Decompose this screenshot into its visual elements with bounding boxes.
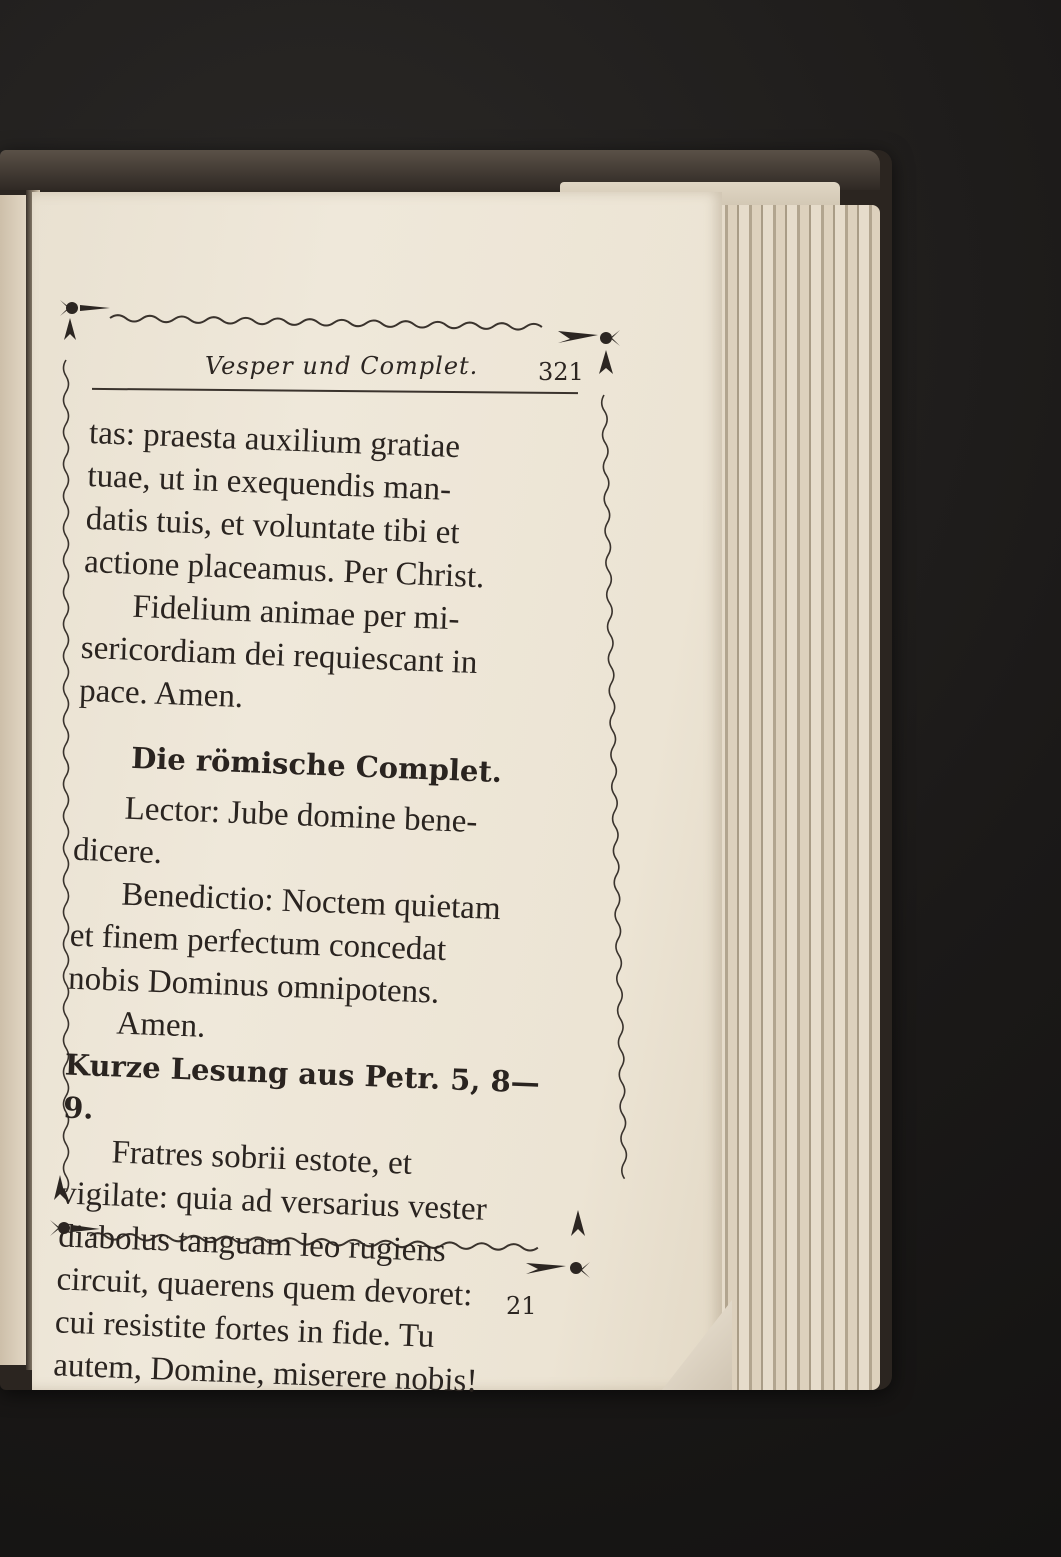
text-line: actione placeamus. Per Christ. (83, 543, 486, 596)
running-head: Vesper und Complet. (205, 352, 479, 380)
text-line: diabolus tanguam leo rugiens (57, 1218, 447, 1270)
text-line: Benedictio: Noctem quietam (120, 876, 502, 928)
text-line: Amen. (115, 1005, 207, 1045)
text-line: nobis Dominus omnipotens. (67, 960, 440, 1011)
text-line: Fidelium animae per mi- (131, 588, 461, 638)
text-line: dicere. (72, 831, 163, 872)
page-body-text (53, 412, 570, 1406)
text-line: et finem perfectum concedat (69, 917, 447, 969)
text-line: datis tuis, et voluntate tibi et (85, 500, 461, 552)
text-line: Fratres sobrii estote, et (110, 1134, 413, 1182)
text-line: pace. Amen. (78, 672, 244, 716)
text-line: circuit, quaerens quem devoret: (55, 1261, 474, 1314)
section-heading: Die römische Complet. (130, 740, 503, 790)
page-number: 321 (538, 358, 584, 386)
text-line: sericordiam dei requiescant in (80, 629, 479, 682)
reading-heading: Kurze Lesung aus Petr. 5, 8—9. (62, 1047, 541, 1126)
text-line: autem, Domine, miserere nobis! (52, 1347, 479, 1400)
signature-mark: 21 (506, 1292, 537, 1320)
text-line: tas: praesta auxilium gratiae (88, 414, 461, 466)
text-line: Lector: Jube domine bene- (124, 790, 479, 841)
text-line: vigilate: quia ad versarius vester (59, 1175, 488, 1228)
text-line: cui resistite fortes in fide. Tu (54, 1304, 435, 1355)
text-line: tuae, ut in exequendis man- (86, 457, 452, 508)
